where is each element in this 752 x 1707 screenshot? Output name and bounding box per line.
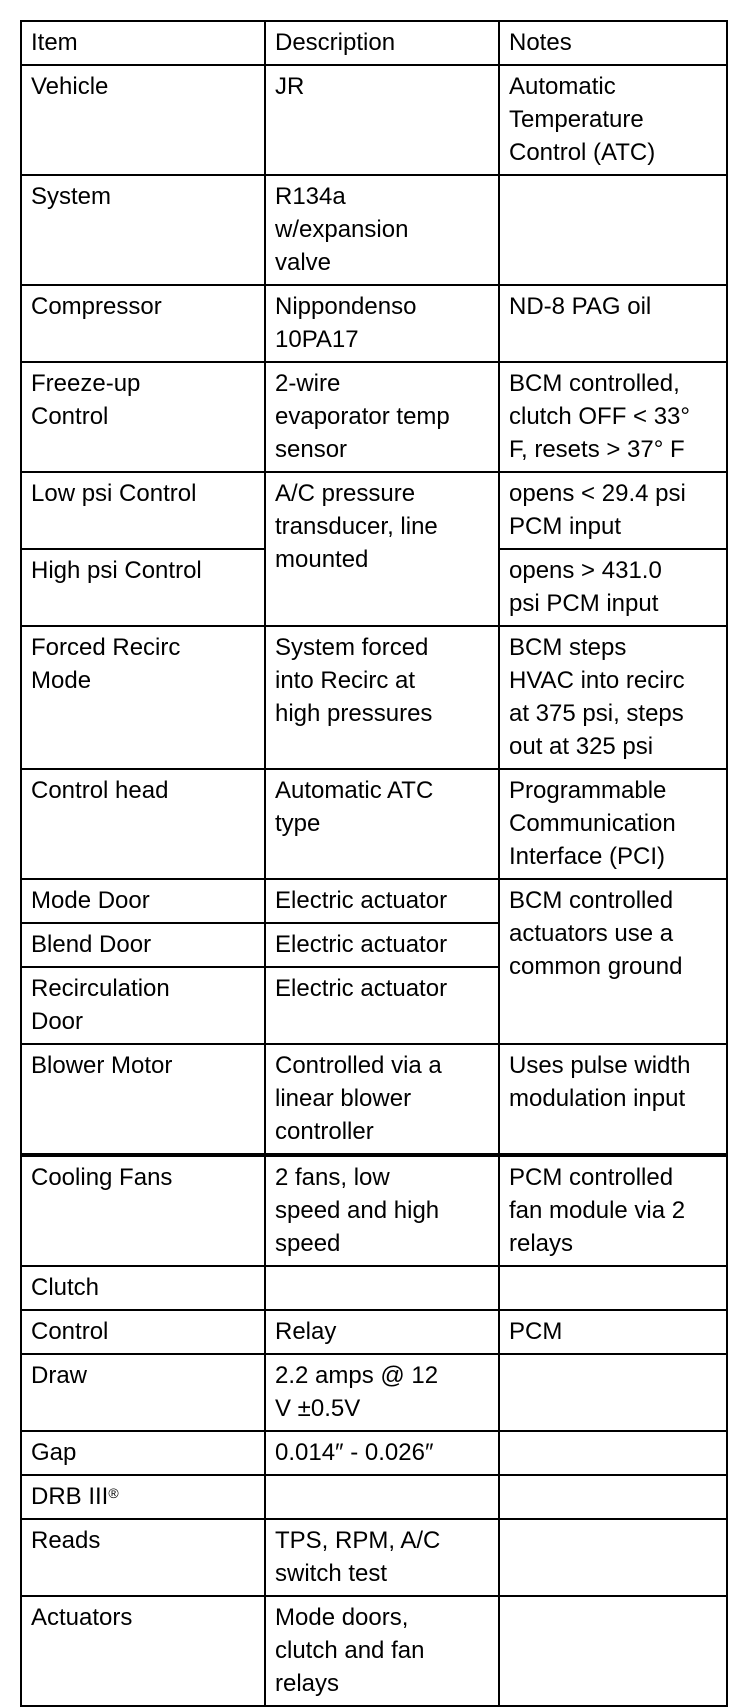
row-notes: Uses pulse width modulation input bbox=[499, 1044, 727, 1155]
row-description: Nippondenso 10PA17 bbox=[265, 285, 499, 362]
row-item: System bbox=[21, 175, 265, 285]
row-item: Blend Door bbox=[21, 923, 265, 967]
row-notes: BCM steps HVAC into recirc at 375 psi, steps out at 325 psi bbox=[499, 626, 727, 769]
table-row bbox=[21, 1044, 727, 1155]
table-row bbox=[21, 1431, 727, 1475]
row-notes bbox=[499, 175, 727, 285]
row-description: JR bbox=[265, 65, 499, 175]
row-item: Draw bbox=[21, 1354, 265, 1431]
row-notes bbox=[499, 1519, 727, 1596]
row-notes bbox=[499, 1431, 727, 1475]
row-item: Control head bbox=[21, 769, 265, 879]
specifications-table bbox=[20, 20, 728, 1707]
row-item: Gap bbox=[21, 1431, 265, 1475]
table-row bbox=[21, 362, 727, 472]
row-notes bbox=[499, 1354, 727, 1431]
row-description: Automatic ATC type bbox=[265, 769, 499, 879]
table-row bbox=[21, 65, 727, 175]
row-description: TPS, RPM, A/C switch test bbox=[265, 1519, 499, 1596]
row-notes bbox=[499, 1266, 727, 1310]
table-row bbox=[21, 1310, 727, 1354]
table-row bbox=[21, 769, 727, 879]
row-description: 2-wire evaporator temp sensor bbox=[265, 362, 499, 472]
row-description: System forced into Recirc at high pressures bbox=[265, 626, 499, 769]
row-item: Forced Recirc Mode bbox=[21, 626, 265, 769]
row-notes: PCM controlled fan module via 2 relays bbox=[499, 1155, 727, 1266]
drb-label: DRB III bbox=[31, 1483, 109, 1510]
row-description: R134a w/expansion valve bbox=[265, 175, 499, 285]
row-description bbox=[265, 1475, 499, 1519]
table-row bbox=[21, 285, 727, 362]
row-description: Controlled via a linear blower controller bbox=[265, 1044, 499, 1155]
table-row bbox=[21, 1155, 727, 1266]
table-row bbox=[21, 1596, 727, 1706]
table-row bbox=[21, 1266, 727, 1310]
row-item: High psi Control bbox=[21, 549, 265, 626]
table-row bbox=[21, 472, 727, 549]
row-item: Control bbox=[21, 1310, 265, 1354]
row-item: Freeze-up Control bbox=[21, 362, 265, 472]
header-notes: Notes bbox=[499, 21, 727, 65]
table-row bbox=[21, 1475, 727, 1519]
row-notes: BCM controlled actuators use a common ground bbox=[499, 879, 727, 1044]
row-description bbox=[265, 1266, 499, 1310]
row-item: Low psi Control bbox=[21, 472, 265, 549]
row-item: Compressor bbox=[21, 285, 265, 362]
row-description: Relay bbox=[265, 1310, 499, 1354]
row-description: 2.2 amps @ 12 V ±0.5V bbox=[265, 1354, 499, 1431]
header-item: Item bbox=[21, 21, 265, 65]
row-item: Reads bbox=[21, 1519, 265, 1596]
row-item: Actuators bbox=[21, 1596, 265, 1706]
row-item: Vehicle bbox=[21, 65, 265, 175]
row-notes: Automatic Temperature Control (ATC) bbox=[499, 65, 727, 175]
row-item: Blower Motor bbox=[21, 1044, 265, 1155]
row-description: Electric actuator bbox=[265, 967, 499, 1044]
row-notes bbox=[499, 1475, 727, 1519]
row-notes: Programmable Communication Interface (PCI) bbox=[499, 769, 727, 879]
row-item bbox=[21, 1475, 265, 1519]
row-item: Recirculation Door bbox=[21, 967, 265, 1044]
row-description: 2 fans, low speed and high speed bbox=[265, 1155, 499, 1266]
row-description: A/C pressure transducer, line mounted bbox=[265, 472, 499, 626]
row-notes: opens > 431.0 psi PCM input bbox=[499, 549, 727, 626]
table-row bbox=[21, 879, 727, 923]
row-notes bbox=[499, 1596, 727, 1706]
table-row bbox=[21, 175, 727, 285]
row-item: Mode Door bbox=[21, 879, 265, 923]
row-notes: BCM controlled, clutch OFF < 33° F, resets > 37° F bbox=[499, 362, 727, 472]
row-notes: opens < 29.4 psi PCM input bbox=[499, 472, 727, 549]
header-description: Description bbox=[265, 21, 499, 65]
table-row bbox=[21, 1519, 727, 1596]
table-header-row bbox=[21, 21, 727, 65]
row-description: Electric actuator bbox=[265, 923, 499, 967]
registered-mark: ® bbox=[108, 1485, 119, 1501]
row-item: Cooling Fans bbox=[21, 1155, 265, 1266]
row-description: 0.014″ - 0.026″ bbox=[265, 1431, 499, 1475]
row-notes: ND-8 PAG oil bbox=[499, 285, 727, 362]
row-notes: PCM bbox=[499, 1310, 727, 1354]
row-description: Electric actuator bbox=[265, 879, 499, 923]
table-row bbox=[21, 626, 727, 769]
row-description: Mode doors, clutch and fan relays bbox=[265, 1596, 499, 1706]
table-row bbox=[21, 1354, 727, 1431]
row-item: Clutch bbox=[21, 1266, 265, 1310]
